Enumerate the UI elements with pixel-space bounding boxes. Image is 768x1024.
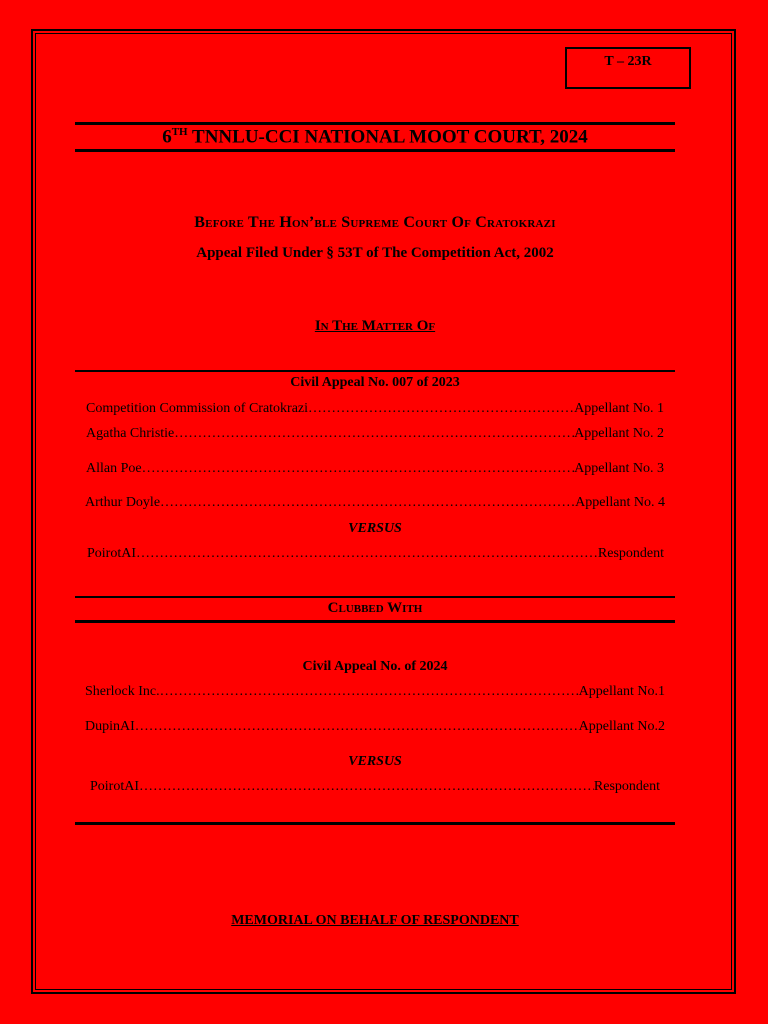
clubbed-with: Clubbed With bbox=[327, 600, 423, 616]
inner-border bbox=[35, 33, 732, 990]
party-role: Appellant No. 2 bbox=[574, 426, 664, 441]
leader-dots bbox=[142, 461, 575, 477]
party-name: Competition Commission of Cratokrazi bbox=[86, 401, 309, 416]
appeal-1-case-no: Civil Appeal No. 007 of 2023 bbox=[290, 375, 460, 390]
party-name: DupinAI bbox=[85, 719, 135, 734]
party-role: Appellant No.2 bbox=[578, 719, 665, 734]
page-title bbox=[75, 126, 675, 148]
memorial-heading: MEMORIAL ON BEHALF OF RESPONDENT bbox=[231, 913, 519, 928]
leader-dots bbox=[139, 779, 594, 795]
appeal-2-appellant-2 bbox=[85, 719, 665, 735]
court-heading: Before The Hon’ble Supreme Court Of Cratokrazi bbox=[194, 214, 556, 231]
party-name: PoirotAI bbox=[90, 779, 139, 794]
party-name: PoirotAI bbox=[87, 546, 136, 561]
title-rule-top bbox=[75, 122, 675, 125]
party-role: Appellant No. 1 bbox=[574, 401, 664, 416]
team-code: T – 23R bbox=[604, 54, 652, 69]
leader-dots bbox=[136, 546, 598, 562]
filed-under: Appeal Filed Under § 53T of The Competition Act, 2002 bbox=[196, 245, 554, 261]
title-ordinal: 6 bbox=[162, 126, 172, 148]
clubbed-rule-top bbox=[75, 596, 675, 598]
clubbed-rule-bottom bbox=[75, 620, 675, 623]
party-name: Allan Poe bbox=[86, 461, 142, 476]
appeal-2-versus: VERSUS bbox=[348, 754, 402, 769]
party-role: Appellant No. 4 bbox=[575, 495, 665, 510]
party-role: Appellant No.1 bbox=[578, 684, 665, 699]
leader-dots bbox=[308, 401, 574, 417]
appeal-2-rule-bottom bbox=[75, 822, 675, 825]
party-name: Agatha Christie bbox=[86, 426, 175, 441]
appeal-2-appellant-1 bbox=[85, 684, 665, 700]
title-text: TNNLU-CCI NATIONAL MOOT COURT, 2024 bbox=[187, 126, 588, 148]
party-role: Respondent bbox=[597, 546, 664, 561]
appeal-1-appellant-2 bbox=[86, 426, 664, 442]
party-role: Respondent bbox=[593, 779, 660, 794]
appeal-1-appellant-1 bbox=[86, 401, 664, 417]
party-name: Arthur Doyle bbox=[85, 495, 161, 510]
team-code-box bbox=[565, 47, 691, 89]
appeal-2-case-no: Civil Appeal No. of 2024 bbox=[302, 659, 448, 674]
appeal-1-appellant-4 bbox=[85, 495, 665, 511]
party-role: Appellant No. 3 bbox=[574, 461, 664, 476]
appeal-1-rule bbox=[75, 370, 675, 372]
appeal-2-respondent bbox=[90, 779, 660, 795]
leader-dots bbox=[174, 426, 574, 442]
appeal-1-appellant-3 bbox=[86, 461, 664, 477]
appeal-1-versus: VERSUS bbox=[348, 521, 402, 536]
appeal-1-respondent bbox=[87, 546, 664, 562]
title-rule-bottom bbox=[75, 149, 675, 152]
leader-dots bbox=[160, 495, 575, 511]
leader-dots bbox=[160, 684, 579, 700]
party-name: Sherlock Inc. bbox=[85, 684, 160, 699]
title-superscript: TH bbox=[171, 126, 188, 138]
in-the-matter-of: In The Matter Of bbox=[314, 318, 436, 334]
leader-dots bbox=[135, 719, 579, 735]
